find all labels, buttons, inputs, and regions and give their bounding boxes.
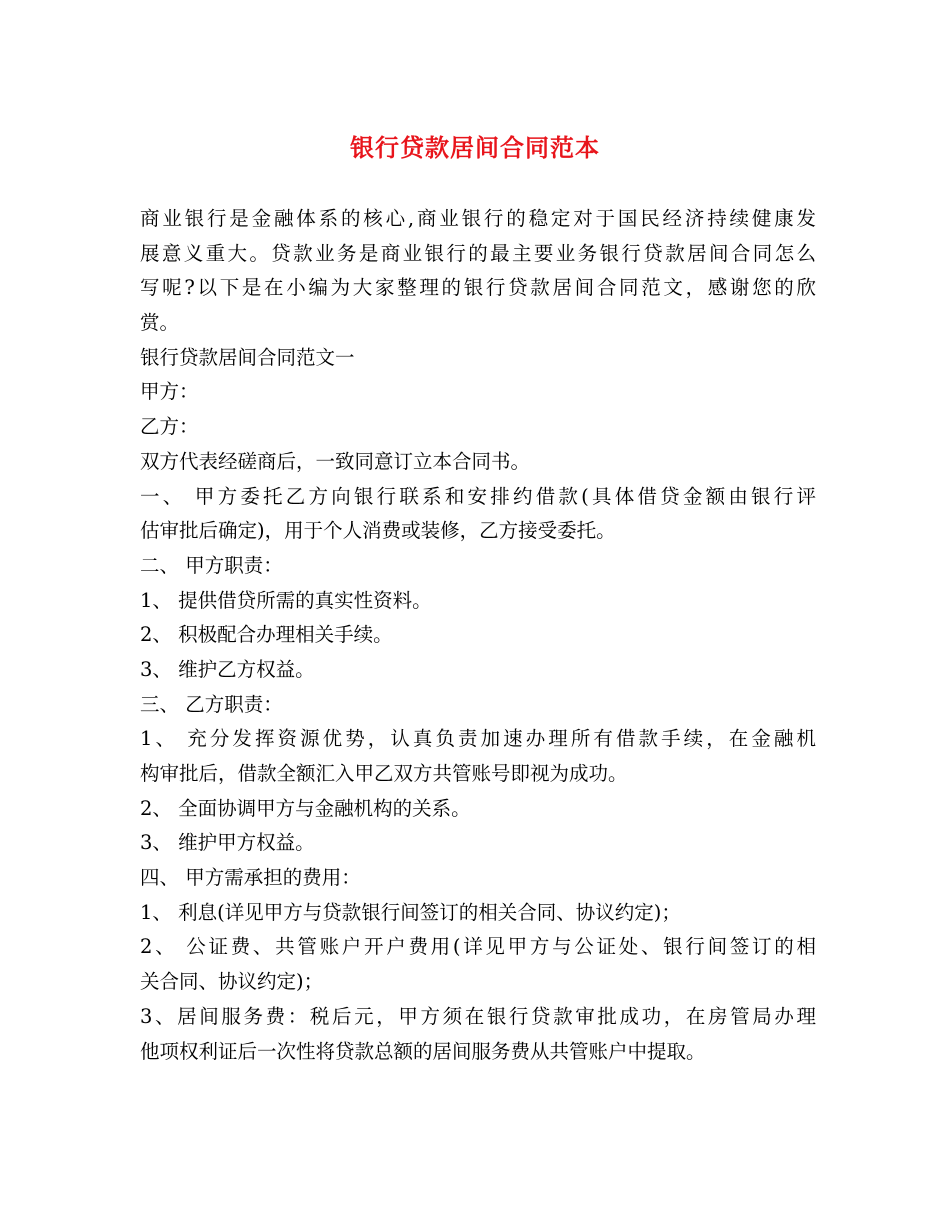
clause-line: 一、 甲方委托乙方向银行联系和安排约借款(具体借贷金额由银行评 <box>140 484 816 508</box>
paragraph-line: 双方代表经磋商后，一致同意订立本合同书。 <box>140 449 531 473</box>
party-a-line: 甲方： <box>140 380 199 404</box>
clause-item: 3、居间服务费：税后元，甲方须在银行贷款审批成功，在房管局办理 <box>140 1004 816 1028</box>
document-body <box>140 202 816 1069</box>
paragraph-line: 写呢?以下是在小编为大家整理的银行贷款居间合同范文，感谢您的欣 <box>140 276 816 300</box>
clause-item: 3、 维护乙方权益。 <box>140 657 315 681</box>
paragraph-line: 赏。 <box>140 311 180 335</box>
section-heading: 银行贷款居间合同范文一 <box>140 345 355 369</box>
clause-item: 1、 充分发挥资源优势，认真负责加速办理所有借款手续，在金融机 <box>140 727 816 751</box>
clause-item: 2、 公证费、共管账户开户费用(详见甲方与公证处、银行间签订的相 <box>140 935 816 959</box>
clause-item: 1、 利息(详见甲方与贷款银行间签订的相关合同、协议约定)； <box>140 900 681 924</box>
clause-line: 估审批后确定)，用于个人消费或装修，乙方接受委托。 <box>140 519 616 543</box>
clause-item: 2、 全面协调甲方与金融机构的关系。 <box>140 796 471 820</box>
paragraph-line: 商业银行是金融体系的核心,商业银行的稳定对于国民经济持续健康发 <box>140 207 816 230</box>
clause-item: 他项权利证后一次性将贷款总额的居间服务费从共管账户中提取。 <box>140 1039 706 1063</box>
clause-item: 3、 维护甲方权益。 <box>140 831 315 855</box>
clause-heading: 四、 甲方需承担的费用： <box>140 866 361 890</box>
clause-heading: 二、 甲方职责： <box>140 553 283 577</box>
clause-item: 1、 提供借贷所需的真实性资料。 <box>140 588 432 612</box>
paragraph-line: 展意义重大。贷款业务是商业银行的最主要业务银行贷款居间合同怎么 <box>140 241 816 265</box>
clause-item: 2、 积极配合办理相关手续。 <box>140 623 393 647</box>
document-title: 银行贷款居间合同范本 <box>350 134 600 162</box>
party-b-line: 乙方： <box>140 415 199 439</box>
clause-item: 关合同、协议约定)； <box>140 970 324 994</box>
clause-item: 构审批后，借款全额汇入甲乙双方共管账号即视为成功。 <box>140 762 628 785</box>
clause-heading: 三、 乙方职责： <box>140 692 283 716</box>
